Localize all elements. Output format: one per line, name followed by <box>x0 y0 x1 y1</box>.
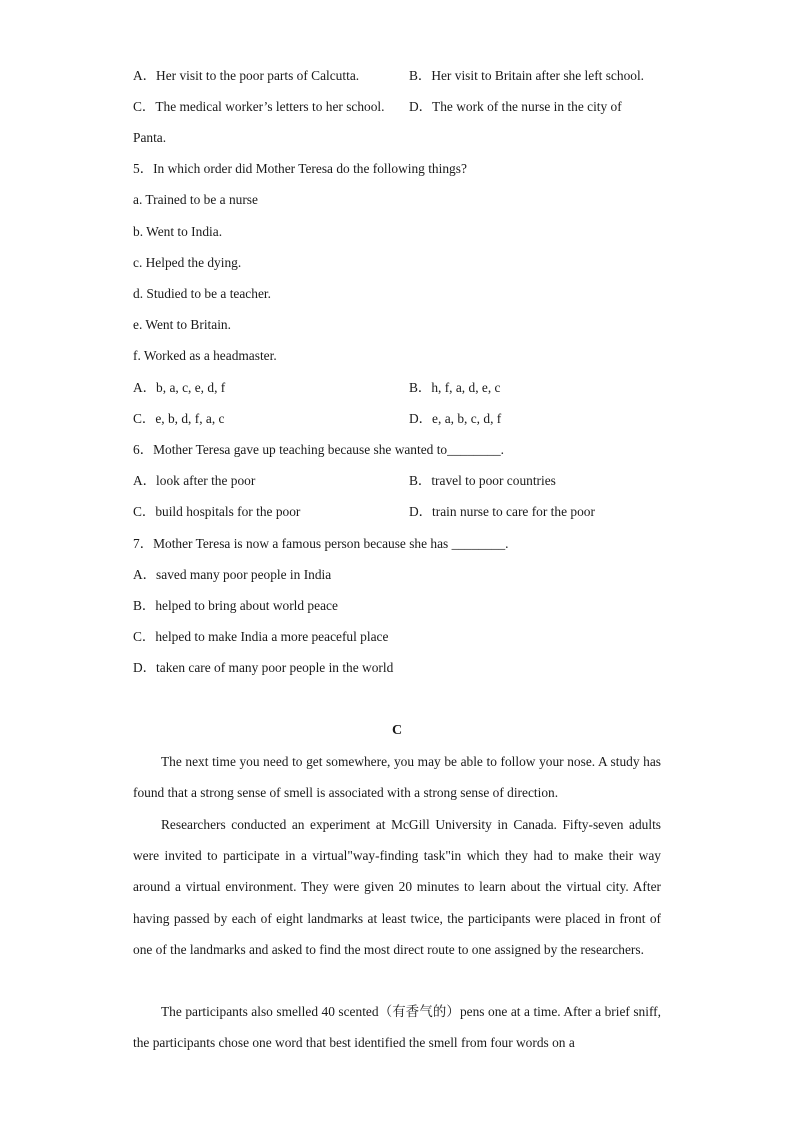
q5-item-c: c. Helped the dying. <box>133 255 242 270</box>
q5-item-d: d. Studied to be a teacher. <box>133 286 271 301</box>
q7-option-c: C．helped to make India a more peaceful place <box>133 629 389 644</box>
q5-option-d: D．e, a, b, c, d, f <box>409 411 502 426</box>
q6-option-a: A．look after the poor <box>133 473 256 488</box>
q5-option-a: A．b, a, c, e, d, f <box>133 380 226 395</box>
q4-option-c: C．The medical worker’s letters to her school. <box>133 99 385 114</box>
q5-item-e: e. Went to Britain. <box>133 317 231 332</box>
q7-stem: 7．Mother Teresa is now a famous person because she has ________. <box>133 536 509 551</box>
q5-item-b: b. Went to India. <box>133 224 223 239</box>
q5-option-b: B．h, f, a, d, e, c <box>409 380 501 395</box>
q4-option-d-continued: Panta. <box>133 130 167 145</box>
q5-option-c: C．e, b, d, f, a, c <box>133 411 225 426</box>
q5-stem: 5．In which order did Mother Teresa do the following things? <box>133 161 467 176</box>
q6-option-b: B．travel to poor countries <box>409 473 556 488</box>
q5-item-a: a. Trained to be a nurse <box>133 192 258 207</box>
q6-stem: 6．Mother Teresa gave up teaching because she wanted to________. <box>133 442 505 457</box>
q4-option-d: D．The work of the nurse in the city of <box>409 99 622 114</box>
q7-option-d: D．taken care of many poor people in the world <box>133 660 394 675</box>
q5-item-f: f. Worked as a headmaster. <box>133 348 277 363</box>
section-c-paragraph-3: The participants also smelled 40 scented（有香气的）pens one at a time. After a brief sniff, the participants chose one word that best identified the smell from four words on a <box>133 1004 661 1051</box>
q6-option-d: D．train nurse to care for the poor <box>409 504 595 519</box>
q7-option-b: B．helped to bring about world peace <box>133 598 338 613</box>
section-c-heading: C <box>391 723 403 738</box>
q6-option-c: C．build hospitals for the poor <box>133 504 301 519</box>
section-c-paragraph-2: Researchers conducted an experiment at McGill University in Canada. Fifty-seven adults were invited to participate in a virtual"way-finding task"in which they had to make their way around a virtual environment. They were given 20 minutes to learn about the virtual city. After having passed by each of eight landmarks at least twice, the participants were placed in front of one of the landmarks and asked to find the most direct route to one assigned by the researchers. <box>133 817 661 957</box>
section-c-paragraph-1: The next time you need to get somewhere, you may be able to follow your nose. A study has found that a strong sense of smell is associated with a strong sense of direction. <box>133 754 661 801</box>
q7-option-a: A．saved many poor people in India <box>133 567 332 582</box>
q4-option-b: B．Her visit to Britain after she left school. <box>409 68 645 83</box>
q4-option-a: A．Her visit to the poor parts of Calcutta. <box>133 68 360 83</box>
